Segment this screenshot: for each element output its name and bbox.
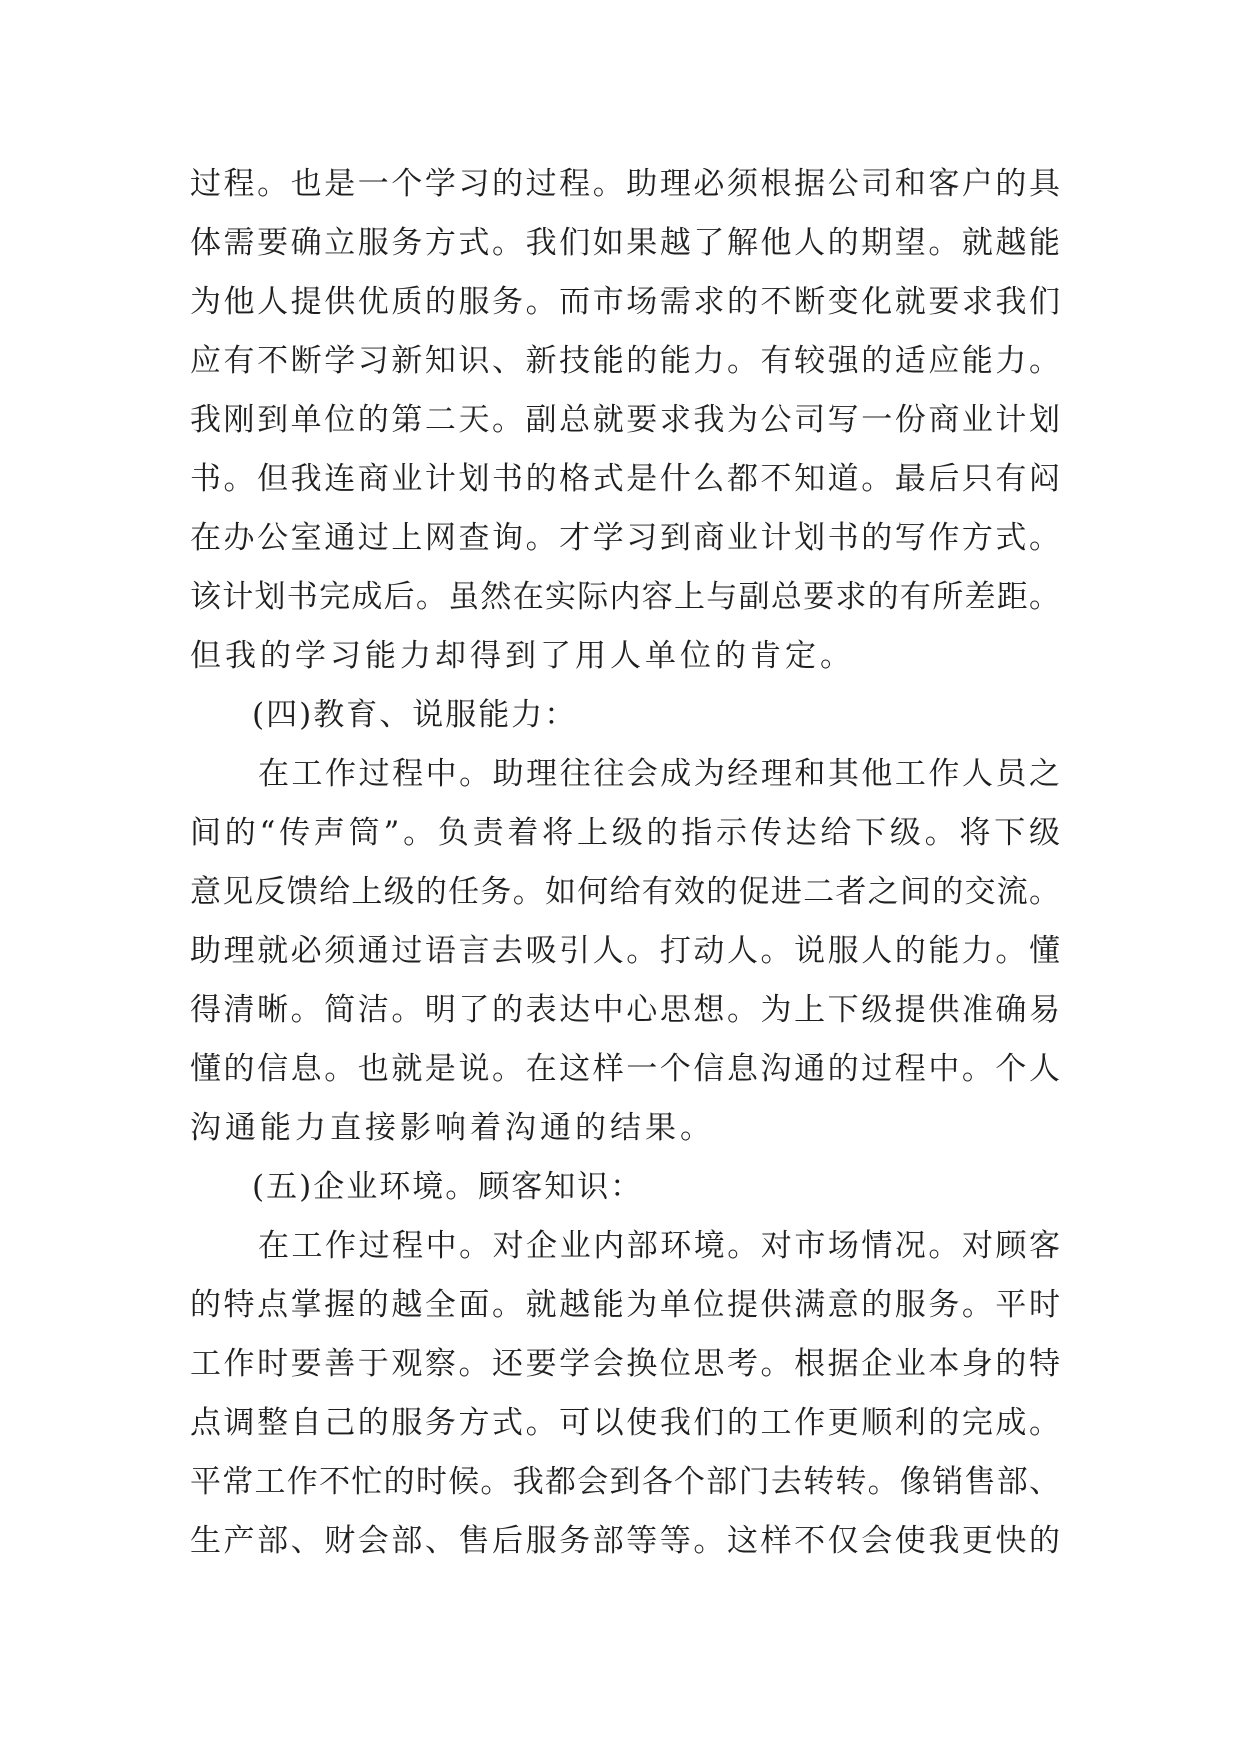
paragraph-line: 书。但我连商业计划书的格式是什么都不知道。最后只有闷 (190, 461, 1060, 497)
paragraph-line: 沟通能力直接影响着沟通的结果。 (190, 1110, 715, 1146)
section-heading: (五)企业环境。顾客知识： (252, 1169, 644, 1205)
paragraph-line: 生产部、财会部、售后服务部等等。这样不仅会使我更快的 (190, 1523, 1060, 1559)
paragraph-line: 懂的信息。也就是说。在这样一个信息沟通的过程中。个人 (190, 1051, 1060, 1087)
paragraph-line: 在工作过程中。助理往往会成为经理和其他工作人员之 (258, 756, 1060, 792)
paragraph-line: 在工作过程中。对企业内部环境。对市场情况。对顾客 (258, 1228, 1060, 1264)
paragraph-line: 但我的学习能力却得到了用人单位的肯定。 (190, 638, 855, 674)
paragraph-line: 我刚到单位的第二天。副总就要求我为公司写一份商业计划 (190, 402, 1060, 438)
paragraph-line: 平常工作不忙的时候。我都会到各个部门去转转。像销售部、 (190, 1464, 1060, 1500)
paragraph-line: 点调整自己的服务方式。可以使我们的工作更顺利的完成。 (190, 1405, 1060, 1441)
paragraph-line: 该计划书完成后。虽然在实际内容上与副总要求的有所差距。 (190, 579, 1060, 615)
paragraph-line: 在办公室通过上网查询。才学习到商业计划书的写作方式。 (190, 520, 1060, 556)
paragraph-line: 应有不断学习新知识、新技能的能力。有较强的适应能力。 (190, 343, 1060, 379)
paragraph-line: 为他人提供优质的服务。而市场需求的不断变化就要求我们 (190, 284, 1060, 320)
paragraph-line: 意见反馈给上级的任务。如何给有效的促进二者之间的交流。 (190, 874, 1060, 910)
paragraph-line: 工作时要善于观察。还要学会换位思考。根据企业本身的特 (190, 1346, 1060, 1382)
paragraph-line: 体需要确立服务方式。我们如果越了解他人的期望。就越能 (190, 225, 1060, 261)
section-heading: (四)教育、说服能力： (252, 697, 578, 733)
paragraph-line: 的特点掌握的越全面。就越能为单位提供满意的服务。平时 (190, 1287, 1060, 1323)
paragraph-line: 得清晰。简洁。明了的表达中心思想。为上下级提供准确易 (190, 992, 1060, 1028)
paragraph-line: 助理就必须通过语言去吸引人。打动人。说服人的能力。懂 (190, 933, 1060, 969)
body-text (190, 155, 1060, 1571)
paragraph-line: 过程。也是一个学习的过程。助理必须根据公司和客户的具 (190, 166, 1060, 202)
paragraph-line: 间的“传声筒”。负责着将上级的指示传达给下级。将下级 (190, 815, 1060, 851)
